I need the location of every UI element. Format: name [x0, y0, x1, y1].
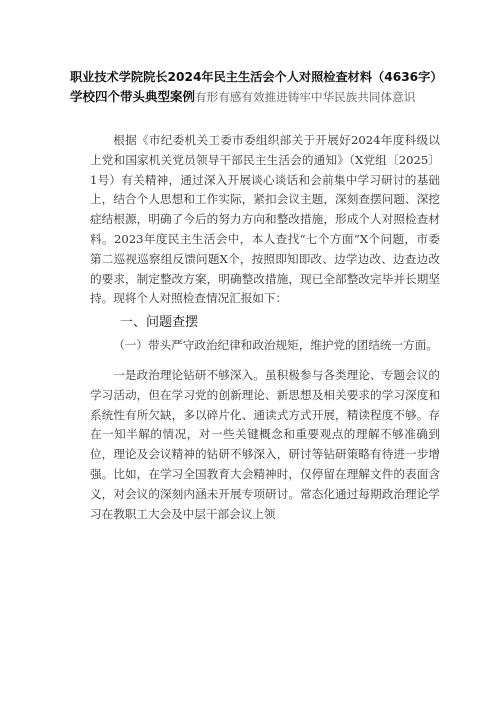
point-one-paragraph: 一是政治理论钻研不够深入。虽积极参与各类理论、专题会议的学习活动，但在学习党的创新理论、新思想及相关要求的学习深度和系统性有所欠缺，多以碎片化、通读式方式开展，精读程度不够。存在一知半解的情况，对一些关键概念和重要观点的理解不够准确到位，理论及会议精神的钻研不够深入，研讨等钻研策略有待进一步增强。比如，在学习全国教育大会精神时，仅停留在理解文件的表面含义，对会议的深刻内涵未开展专项研讨。常态化通过每期政治理论学习在教职工大会及中层干部会议上领	[90, 367, 440, 521]
document-subtitle	[70, 87, 442, 107]
subtitle-lead: 学校四个带头典型案例	[70, 89, 196, 104]
document-title: 职业技术学院院长2024年民主生活会个人对照检查材料（4636字）	[70, 70, 443, 84]
section-heading: 一、问题查摆	[120, 315, 199, 331]
intro-paragraph: 根据《市纪委机关工委市委组织部关于开展好2024年度科级以上党和国家机关党员领导干部民主生活会的通知》（X党组〔2025〕1号）有关精神，通过深入开展谈心谈话和会前集中学习研讨的基础上，结合个人思想和工作实际，紧扣会议主题，深刻查摆问题、深挖症结根源，明确了今后的努力方向和整改措施，形成个人对照检查材料。2023年度民主生活会中，本人查找“七个方面”X个问题，市委第二巡视巡察组反馈问题X个，按照即知即改、边学边改、边查边改的要求，制定整改方案，明确整改措施，现已全部整改完毕并长期坚持。现将个人对照检查情况汇报如下：	[90, 133, 440, 306]
document-body	[90, 131, 440, 524]
subtitle-tail: 有形有感有效推进铸牢中华民族共同体意识	[195, 90, 416, 104]
subsection-paragraph: （一）带头严守政治纪律和政治规矩，维护党的团结统一方面。	[113, 338, 438, 353]
